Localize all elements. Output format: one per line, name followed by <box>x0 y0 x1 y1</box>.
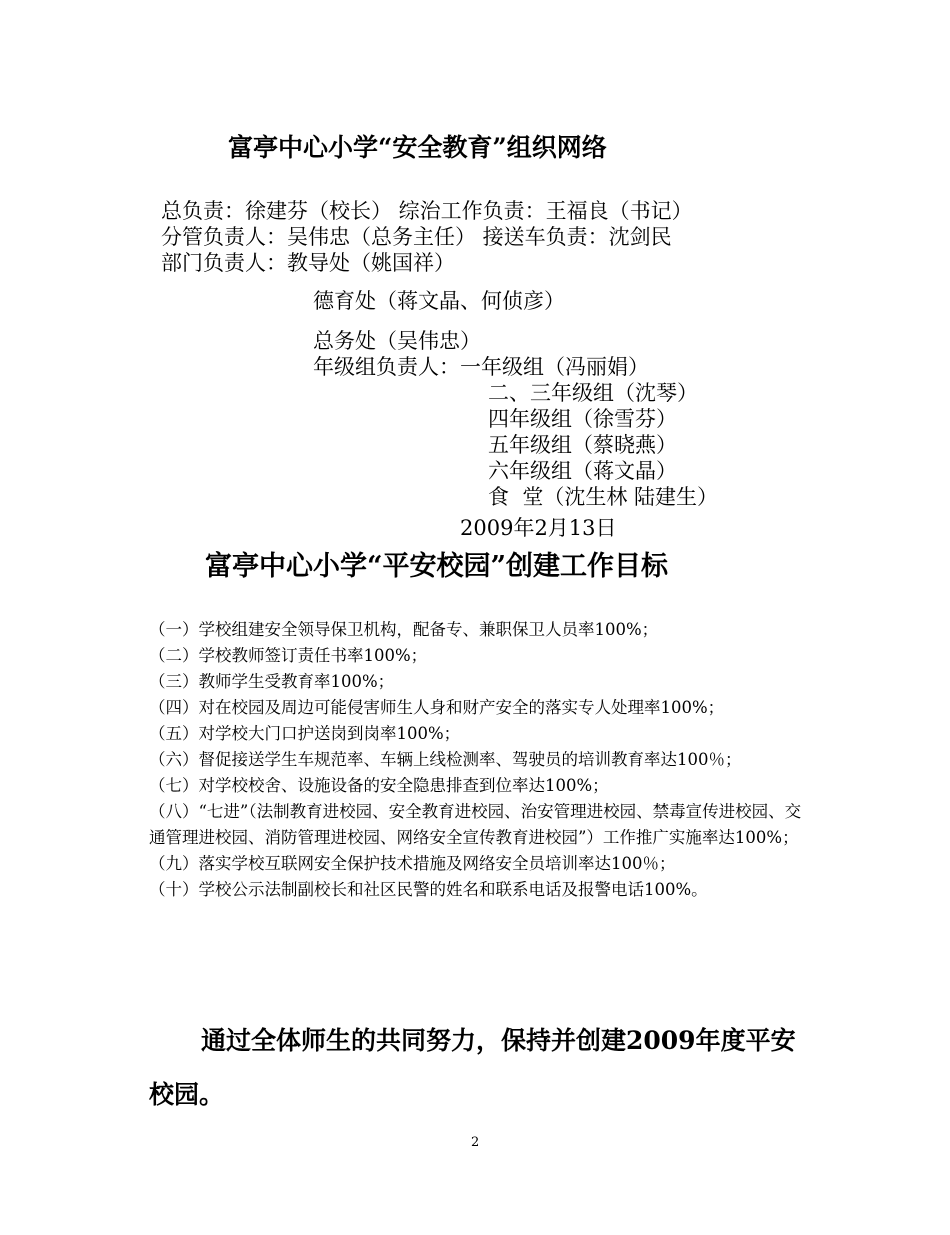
org-line-grade-6: 六年级组（蒋文晶） <box>488 459 677 483</box>
closing-statement: 通过全体师生的共同努力，保持并创建2009年度平安校园。 <box>149 1026 796 1109</box>
org-line-general-affairs: 总务处（吴伟忠） <box>313 329 481 353</box>
org-network-date: 2009年2月13日 <box>460 516 617 540</box>
goal-item: （九）落实学校互联网安全保护技术措施及网络安全员培训率达100％； <box>149 854 676 873</box>
goal-item: （五）对学校大门口护送岗到岗率100%； <box>149 724 461 743</box>
goal-item: （七）对学校校舍、设施设备的安全隐患排查到位率达100%； <box>149 776 609 795</box>
goal-item: （八）“七进”（法制教育进校园、安全教育进校园、治安管理进校园、禁毒宣传进校园、交通管理进校园、消防管理进校园、网络安全宣传教育进校园”）工作推广实施率达100%； <box>149 802 802 847</box>
org-line-grade-leaders: 年级组负责人：一年级组（冯丽娟） <box>313 355 649 379</box>
goal-item: （六）督促接送学生车规范率、车辆上线检测率、驾驶员的培训教育率达100％； <box>149 750 742 769</box>
goal-item: （三）教师学生受教育率100%； <box>149 672 395 691</box>
org-line-grade-4: 四年级组（徐雪芬） <box>488 407 677 431</box>
goal-item: （十）学校公示法制副校长和社区民警的姓名和联系电话及报警电话100%。 <box>149 880 708 899</box>
org-line-general: 总负责：徐建芬（校长） 综治工作负责：王福良（书记） <box>161 199 693 223</box>
page-number: 2 <box>471 1135 480 1150</box>
org-line-management: 分管负责人：吴伟忠（总务主任） 接送车负责：沈剑民 <box>161 225 672 249</box>
org-line-canteen: 食 堂（沈生林 陆建生） <box>488 485 719 509</box>
org-line-moral-office: 德育处（蒋文晶、何侦彦） <box>313 289 565 313</box>
org-line-grade-2-3: 二、三年级组（沈琴） <box>488 381 698 405</box>
org-line-grade-5: 五年级组（蔡晓燕） <box>488 433 677 457</box>
goal-item: （二）学校教师签订责任书率100%； <box>149 646 428 665</box>
goals-list <box>149 617 809 903</box>
goal-item: （四）对在校园及周边可能侵害师生人身和财产安全的落实专人处理率100%； <box>149 698 725 717</box>
goal-item: （一）学校组建安全领导保卫机构，配备专、兼职保卫人员率100%； <box>149 620 659 639</box>
org-network-title: 富亭中心小学“安全教育”组织网络 <box>228 133 607 162</box>
org-line-departments: 部门负责人：教导处（姚国祥） <box>161 251 455 275</box>
goals-title: 富亭中心小学“平安校园”创建工作目标 <box>205 551 669 582</box>
